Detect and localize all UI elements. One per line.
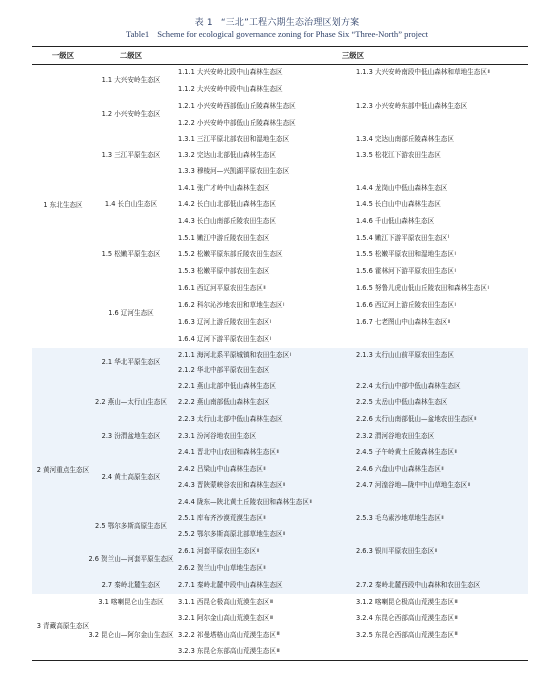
- header-level3: 三级区: [341, 51, 365, 60]
- zone-label: 2.6.3 银川平原农田生态区: [356, 546, 435, 555]
- level3-zone: 3.2.1 阿尔金山高山荒漠生态区 Ⅲ: [178, 614, 274, 623]
- level3-zone: [178, 247, 283, 264]
- level1-region: 2 黄河重点生态区: [36, 466, 90, 475]
- level2-region: 1.4 长白山生态区: [104, 200, 158, 209]
- zone-label: 2.4.4 陇东—陕北黄土丘陵农田和森林生态区: [178, 497, 309, 506]
- level2-region: 1.5 松嫩平原生态区: [101, 250, 161, 259]
- zone-label: 1.6.4 辽河下游平原农田生态区: [178, 334, 270, 343]
- level3-zone: [356, 180, 447, 197]
- level3-zone: 3.1.1 西昆仑极高山荒漠生态区 Ⅲ: [178, 597, 274, 606]
- level3-zone: [178, 197, 276, 214]
- table-label-cn: 表 1: [194, 18, 213, 28]
- zone-label: 1.1.2 大兴安岭中段中山森林生态区: [178, 84, 283, 93]
- zone-label: 2.5.1 库布齐沙漠荒漠生态区: [178, 514, 263, 523]
- level3-zone: 2.4.4 陇东—陕北黄土丘陵农田和森林生态区 Ⅱ: [178, 497, 312, 506]
- zone-label: 2.6.2 贺兰山中山草地生态区: [178, 563, 263, 572]
- zone-label: 2.7.2 秦岭北麓西段中山森林和农田生态区: [356, 580, 481, 589]
- level3-zone: 1.6.7 七老图山中山森林生态区 Ⅱ: [356, 317, 451, 326]
- zone-label: 2.3.2 渭河谷地农田生态区: [356, 431, 435, 440]
- level3-zone: 2.5.1 库布齐沙漠荒漠生态区 Ⅱ: [178, 514, 266, 523]
- level3-zone: [178, 98, 296, 115]
- zone-label: 1.4.4 龙岗山中低山森林生态区: [356, 183, 448, 192]
- zone-label: 3.2.1 阿尔金山高山荒漠生态区: [178, 614, 270, 623]
- level3-zone: [178, 64, 283, 81]
- level3-zone: 1.6.2 科尔沁沙地农田和草地生态区 Ⅰ: [178, 300, 285, 309]
- level3-zone: 3.2.3 东昆仑东部高山荒漠生态区 Ⅲ: [178, 647, 280, 656]
- zone-label: 1.1.1 大兴安岭北段中山森林生态区: [178, 67, 283, 76]
- zone-label: 2.4.5 子午岭黄土丘陵森林生态区: [356, 448, 454, 457]
- zone-label: 1.6.3 辽河上游丘陵农田生态区: [178, 317, 270, 326]
- zone-label: 1.3.5 松花江下游农田生态区: [356, 151, 441, 160]
- level3-zone: 2.5.2 鄂尔多斯高原北部草地生态区 Ⅱ: [178, 530, 286, 539]
- level3-zone: 2.4.1 晋北中山农田和森林生态区 Ⅱ: [178, 448, 279, 457]
- zone-label: 1.6.5 努鲁儿虎山低山丘陵农田和森林生态区: [356, 283, 487, 292]
- level3-zone: 1.1.3 大兴安岭南段中低山森林和草地生态区 Ⅱ: [356, 67, 490, 76]
- zone-label: 1.6.1 西辽河平原农田生态区: [178, 283, 263, 292]
- level3-zone: [356, 213, 434, 230]
- level3-zone: [356, 378, 461, 395]
- level3-zone: [178, 164, 289, 180]
- zone-label: 2.7.1 秦岭北麓中段中山森林生态区: [178, 580, 283, 589]
- zone-label: 2.5.3 毛乌素沙地草地生态区: [356, 514, 441, 523]
- level3-zone: 2.4.7 河湟谷地—陇中中山草地生态区 Ⅱ: [356, 481, 470, 490]
- level2-region: 2.5 鄂尔多斯高原生态区: [95, 522, 167, 531]
- level3-zone: [178, 213, 276, 230]
- zone-label: 1.4.6 千山低山森林生态区: [356, 216, 435, 225]
- zone-label: 2.2.2 燕山南部低山森林生态区: [178, 398, 270, 407]
- level3-zone: [178, 577, 283, 594]
- zone-label: 3.2.5 东昆仑西部高山荒漠生态区: [356, 630, 454, 639]
- table-title-en: Scheme for ecological governance zoning for Phase Six “Three-North” project: [157, 29, 429, 39]
- level2-region: 3.2 昆仑山—阿尔金山生态区: [88, 630, 174, 639]
- level1-region: 3 青藏高原生态区: [36, 622, 90, 631]
- table-bottom-rule: [32, 660, 528, 661]
- zone-label: 2.4.3 晋陕蒙峡谷农田和森林生态区: [178, 481, 283, 490]
- zone-label: 2.6.1 河套平原农田生态区: [178, 546, 257, 555]
- level2-region: 2.7 秦岭北麓生态区: [101, 580, 161, 589]
- level3-zone: [356, 395, 447, 412]
- zone-label: 1.5.1 嫩江中游丘陵农田生态区: [178, 233, 270, 242]
- level3-zone: 2.4.2 吕梁山中山森林生态区 Ⅱ: [178, 464, 266, 473]
- zone-label: 2.4.2 吕梁山中山森林生态区: [178, 464, 263, 473]
- zone-label: 2.1.3 太行山山前平原农田生态区: [356, 350, 454, 359]
- zone-label: 1.5.2 松嫩平原东部丘陵农田生态区: [178, 250, 283, 259]
- level3-zone: 3.1.2 喀喇昆仑极高山荒漠生态区 Ⅲ: [356, 597, 458, 606]
- zone-label: 1.4.5 长白山中山森林生态区: [356, 200, 441, 209]
- level3-zone: [356, 577, 480, 594]
- level3-zone: 3.2.2 祁曼塔格山高山荒漠生态区 Ⅲ: [178, 630, 280, 639]
- zone-label: 2.5.2 鄂尔多斯高原北部草地生态区: [178, 530, 283, 539]
- level3-zone: [178, 378, 276, 395]
- level2-region: 2.2 燕山—太行山生态区: [95, 398, 167, 407]
- zone-label: 2.4.6 六盘山中山森林生态区: [356, 464, 441, 473]
- level2-region: 3.1 喀喇昆仑山生态区: [98, 597, 164, 606]
- zone-label: 1.5.6 霍林河下游平原农田生态区: [356, 266, 454, 275]
- zone-label: 1.6.2 科尔沁沙地农田和草地生态区: [178, 300, 283, 309]
- level1-region: 1 东北生态区: [43, 201, 83, 210]
- level3-zone: [178, 395, 269, 412]
- level3-zone: 3.2.5 东昆仑西部高山荒漠生态区 Ⅲ: [356, 630, 458, 639]
- zone-label: 1.6.7 七老图山中山森林生态区: [356, 317, 448, 326]
- level3-zone: 2.1.1 海河北系平原城镇和农田生态区 Ⅰ: [178, 350, 292, 359]
- level3-zone: [356, 348, 454, 363]
- zone-label: 1.1.3 大兴安岭南段中低山森林和草地生态区: [356, 67, 487, 76]
- level3-zone: 1.6.5 努鲁儿虎山低山丘陵农田和森林生态区 Ⅰ: [356, 283, 489, 292]
- level3-zone: [356, 148, 441, 164]
- zone-label: 1.3.2 完达山北部低山森林生态区: [178, 151, 276, 160]
- level3-zone: [178, 115, 296, 132]
- level3-zone: 1.6.1 西辽河平原农田生态区 Ⅱ: [178, 283, 266, 292]
- level3-zone: [178, 428, 256, 445]
- zone-label: 1.4.2 长白山北部低山森林生态区: [178, 200, 276, 209]
- level2-region: 2.6 贺兰山—河套平原生态区: [88, 555, 174, 564]
- level2-region: 1.6 辽河生态区: [108, 309, 154, 318]
- level3-zone: 1.5.4 嫩江下游平原农田生态区 Ⅰ: [356, 233, 450, 242]
- level3-zone: [356, 132, 454, 148]
- zone-label: 2.3.1 汾河谷地农田生态区: [178, 431, 257, 440]
- zone-label: 2.2.6 太行山南部低山—盆地农田生态区: [356, 414, 474, 423]
- zone-label: 3.2.4 东昆仑西部高山荒漠生态区: [356, 614, 454, 623]
- level3-zone: 1.6.3 辽河上游丘陵农田生态区 Ⅰ: [178, 317, 272, 326]
- table-caption-en: [0, 29, 554, 39]
- level3-zone: [356, 98, 467, 115]
- level3-zone: [178, 81, 283, 98]
- level3-zone: [178, 180, 269, 197]
- level3-zone: 1.6.4 辽河下游平原农田生态区 Ⅰ: [178, 334, 272, 343]
- table-title-cn: “三北”工程六期生态治理区划方案: [220, 18, 360, 28]
- level3-zone: [178, 411, 283, 428]
- header-level2: 二级区: [119, 51, 143, 60]
- zone-label: 1.3.1 三江平原北部农田和湿地生态区: [178, 135, 290, 144]
- level3-zone: [356, 428, 434, 445]
- zone-label: 2.1.2 华北中部平原农田生态区: [178, 365, 270, 374]
- zone-label: 3.1.1 西昆仑极高山荒漠生态区: [178, 597, 270, 606]
- zone-label: 2.4.1 晋北中山农田和森林生态区: [178, 448, 276, 457]
- level3-zone: 2.4.3 晋陕蒙峡谷农田和森林生态区 Ⅱ: [178, 481, 286, 490]
- level2-region: 2.1 华北平原生态区: [101, 358, 161, 367]
- level3-zone: [178, 230, 269, 247]
- level2-region: 1.3 三江平原生态区: [101, 151, 161, 160]
- zone-label: 1.5.4 嫩江下游平原农田生态区: [356, 233, 448, 242]
- level3-zone: 2.5.3 毛乌素沙地草地生态区 Ⅱ: [356, 514, 444, 523]
- zone-label: 1.2.3 小兴安岭东部中低山森林生态区: [356, 101, 468, 110]
- level3-zone: 1.5.5 松嫩平原农田和湿地生态区 Ⅰ: [356, 250, 456, 259]
- zone-label: 1.3.3 穆棱河—兴凯湖平原农田生态区: [178, 167, 290, 176]
- zone-label: 3.1.2 喀喇昆仑极高山荒漠生态区: [356, 597, 454, 606]
- level2-region: 2.3 汾渭盆地生态区: [101, 431, 161, 440]
- level3-zone: [178, 148, 276, 164]
- level3-zone: 2.4.6 六盘山中山森林生态区 Ⅱ: [356, 464, 444, 473]
- level3-zone: 1.6.6 西辽河上游丘陵农田生态区 Ⅰ: [356, 300, 456, 309]
- zone-label: 1.3.4 完达山南部丘陵森林生态区: [356, 135, 454, 144]
- zone-label: 1.4.1 张广才岭中山森林生态区: [178, 183, 270, 192]
- level3-zone: [178, 263, 269, 280]
- zone-label: 3.2.3 东昆仑东部高山荒漠生态区: [178, 647, 276, 656]
- level3-zone: 2.6.1 河套平原农田生态区 Ⅱ: [178, 546, 259, 555]
- level3-zone: 2.6.2 贺兰山中山草地生态区 Ⅱ: [178, 563, 266, 572]
- level3-zone: 2.2.6 太行山南部低山—盆地农田生态区 Ⅱ: [356, 414, 477, 423]
- zone-label: 1.5.3 松嫩平原中部农田生态区: [178, 266, 270, 275]
- zone-label: 2.2.5 太岳山中低山森林生态区: [356, 398, 448, 407]
- level3-zone: [178, 363, 269, 378]
- zone-label: 1.5.5 松嫩平原农田和湿地生态区: [356, 250, 454, 259]
- zone-label: 2.1.1 海河北系平原城镇和农田生态区: [178, 350, 290, 359]
- zone-label: 1.2.2 小兴安岭中部低山丘陵森林生态区: [178, 118, 296, 127]
- zone-label: 3.2.2 祁曼塔格山高山荒漠生态区: [178, 630, 276, 639]
- level3-zone: [178, 132, 289, 148]
- level2-region: 1.1 大兴安岭生态区: [101, 76, 161, 85]
- zone-label: 2.2.3 太行山北部中低山森林生态区: [178, 414, 283, 423]
- zone-label: 1.6.6 西辽河上游丘陵农田生态区: [356, 300, 454, 309]
- table-label-en: Table1: [125, 29, 150, 39]
- zone-label: 2.2.4 太行山中部中低山森林生态区: [356, 381, 461, 390]
- level3-zone: 2.6.3 银川平原农田生态区 Ⅱ: [356, 546, 437, 555]
- zone-label: 2.2.1 燕山北部中低山森林生态区: [178, 381, 276, 390]
- zone-label: 1.4.3 长白山南部丘陵农田生态区: [178, 216, 276, 225]
- level2-region: 1.2 小兴安岭生态区: [101, 110, 161, 119]
- header-level1: 一级区: [51, 51, 75, 60]
- level3-zone: [356, 197, 441, 214]
- zone-label: 2.4.7 河湟谷地—陇中中山草地生态区: [356, 481, 468, 490]
- level3-zone: 1.5.6 霍林河下游平原农田生态区 Ⅰ: [356, 266, 456, 275]
- level3-zone: 3.2.4 东昆仑西部高山荒漠生态区 Ⅲ: [356, 614, 458, 623]
- level2-region: 2.4 黄土高原生态区: [101, 473, 161, 482]
- table-caption-cn: [0, 15, 554, 28]
- level3-zone: 2.4.5 子午岭黄土丘陵森林生态区 Ⅱ: [356, 448, 457, 457]
- zone-label: 1.2.1 小兴安岭西部低山丘陵森林生态区: [178, 101, 296, 110]
